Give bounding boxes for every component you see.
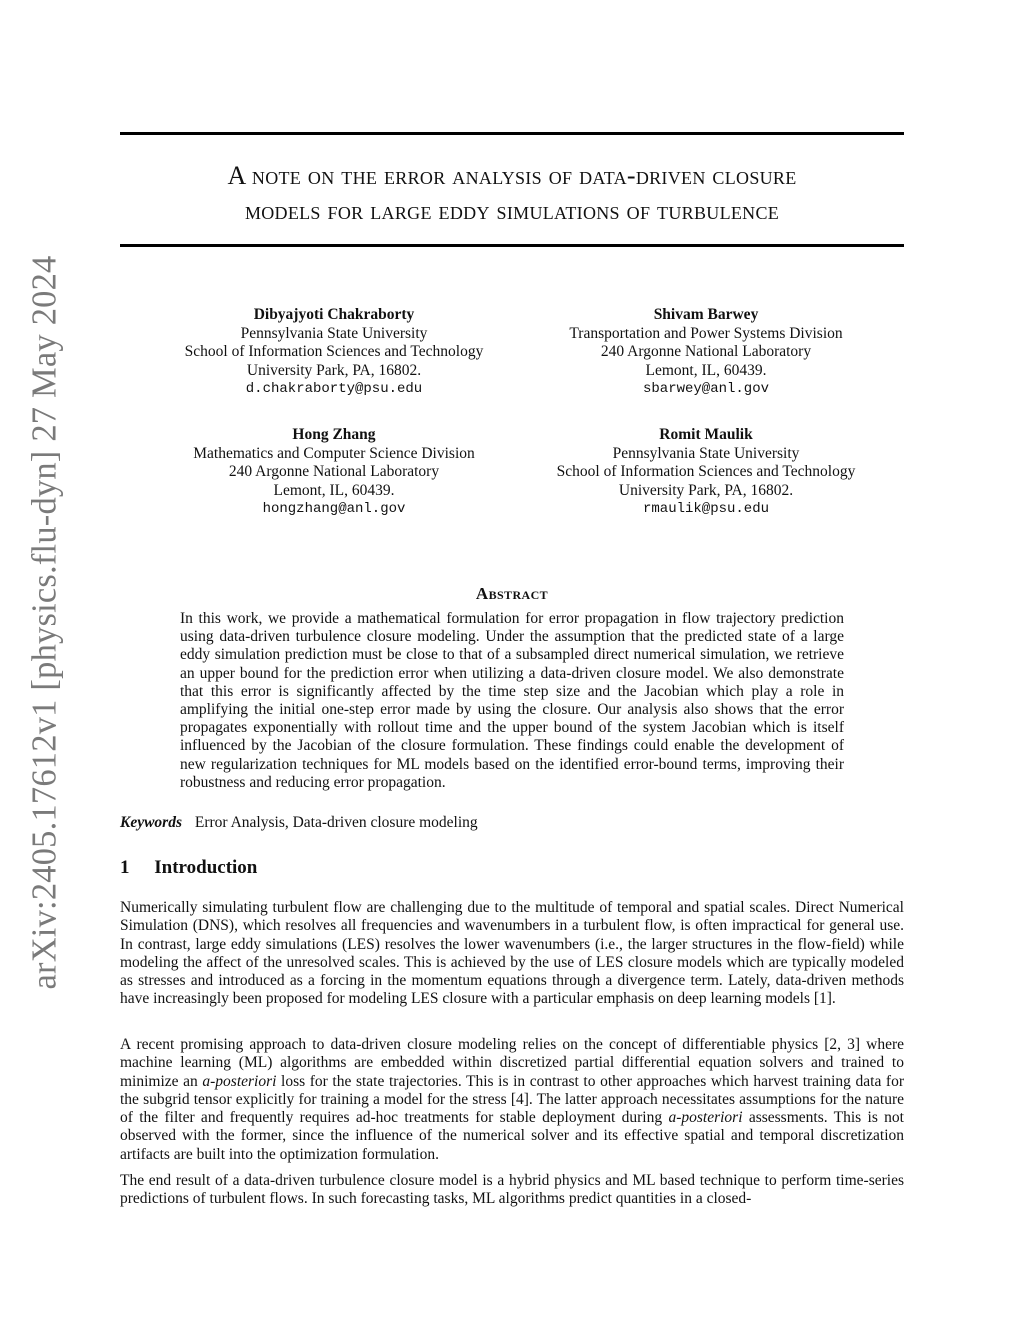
author-affiliation-line: University Park, PA, 16802. [618, 481, 794, 499]
title-line-2: models for large eddy simulations of turbulence [244, 196, 780, 225]
author-affiliation-line: Mathematics and Computer Science Division [193, 444, 475, 462]
author-name: Shivam Barwey [653, 306, 759, 323]
section-heading-introduction [120, 857, 904, 879]
author-name: Romit Maulik [659, 426, 753, 443]
section-number: 1 [120, 857, 130, 878]
author-affiliation-line: Pennsylvania State University [240, 324, 428, 342]
author-email[interactable]: rmaulik@psu.edu [642, 501, 770, 517]
paragraph-text: loss for the state trajectories. This is in contrast to other approaches which harvest training data for the subgrid tensor explicitly for training a model for the stress [4]. The latter approach necessitates assumptions for the nature of the filter and frequently requires ad-hoc treatments for stable deployment during [120, 1072, 904, 1127]
emphasis-text: a-posteriori [202, 1072, 277, 1090]
keywords-label: Keywords [120, 814, 182, 831]
section-title: Introduction [154, 857, 258, 878]
paragraph-text: A recent promising approach to data-driven closure modeling relies on the concept of differentiable physics [2, 3] where machine learning (ML) algorithms are embedded within discretized partial differential equation solvers and trained to minimize an [120, 1036, 904, 1090]
keywords-text: Error Analysis, Data-driven closure modeling [194, 814, 478, 831]
author-affiliation-line: University Park, PA, 16802. [246, 361, 422, 379]
title-top-rule [120, 132, 904, 135]
intro-paragraph-1: Numerically simulating turbulent flow are challenging due to the multitude of temporal and spatial scales. Direct Numerical Simulation (DNS), which resolves all frequencies and wavenumbers in a turbulent flow, is often impractical for general use. In contrast, large eddy simulations (LES) resolves the lower wavenumbers (i.e., the larger structures in the flow-field) while modeling the affect of the unresolved scales. This is achieved by the use of LES closure models which are typically modeled as stresses and introduced as a forcing in the momentum equations through a divergence term. Lately, data-driven methods have increasingly been proposed for modeling LES closure with a particular emphasis on deep learning models [1]. [120, 899, 904, 1008]
author-email[interactable]: hongzhang@anl.gov [262, 501, 406, 517]
abstract-body: In this work, we provide a mathematical formulation for error propagation in flow trajectory prediction using data-driven turbulence closure modeling. Under the assumption that the predicted state of a large eddy simulation prediction must be close to that of a subsampled direct numerical simulation, we retrieve an upper bound for the prediction error when utilizing a data-driven closure model. We also demonstrate that this error is significantly affected by the time step size and the Jacobian which play a role in amplifying the initial one-step error made by using the closure. Our analysis also shows that the error propagates exponentially with rollout time and the upper bound of the system Jacobian which is itself influenced by the Jacobian of the closure formulation. These findings could enable the development of new regularization techniques for ML models based on the identified error-bound terms, improving their robustness and reducing error propagation. [180, 610, 844, 791]
author-affiliation-line: Transportation and Power Systems Division [569, 324, 843, 342]
author-block-1 [150, 306, 518, 399]
arxiv-side-stamp [20, 254, 70, 990]
author-name: Dibyajyoti Chakraborty [253, 306, 415, 323]
author-block-3 [150, 426, 518, 519]
intro-paragraph-3: The end result of a data-driven turbulence closure model is a hybrid physics and ML based technique to perform time-series predictions of turbulent flows. In such forecasting tasks, ML algorithms predict quantities in a closed- [120, 1172, 904, 1208]
abstract-heading: Abstract [475, 584, 549, 603]
author-block-4 [520, 426, 892, 519]
author-name: Hong Zhang [292, 426, 376, 443]
author-block-2 [520, 306, 892, 399]
arxiv-identifier: arXiv:2405.17612v1 [physics.flu-dyn] 27 May 2024 [25, 254, 64, 990]
author-affiliation-line: Lemont, IL, 60439. [273, 481, 395, 499]
title-line-1: A note on the error analysis of data-driven closure [227, 161, 797, 190]
author-email[interactable]: d.chakraborty@psu.edu [245, 381, 423, 397]
author-affiliation-line: School of Information Sciences and Technology [184, 343, 484, 360]
author-affiliation-line: 240 Argonne National Laboratory [600, 343, 812, 360]
author-email[interactable]: sbarwey@anl.gov [642, 381, 770, 397]
intro-paragraph-2 [120, 1036, 904, 1164]
author-affiliation-line: Lemont, IL, 60439. [645, 361, 767, 379]
title-bottom-rule [120, 244, 904, 247]
author-affiliation-line: School of Information Sciences and Technology [556, 463, 856, 480]
author-affiliation-line: Pennsylvania State University [612, 444, 800, 462]
author-affiliation-line: 240 Argonne National Laboratory [228, 463, 440, 480]
paper-title [120, 158, 904, 228]
paragraph-text: assessments. This is not observed with the former, since the influence of the numerical solver and its effective spatial and temporal discretization artifacts are built into the optimization formulation. [120, 1109, 904, 1163]
emphasis-text: a-posteriori [668, 1109, 743, 1127]
keywords-line [120, 814, 904, 832]
